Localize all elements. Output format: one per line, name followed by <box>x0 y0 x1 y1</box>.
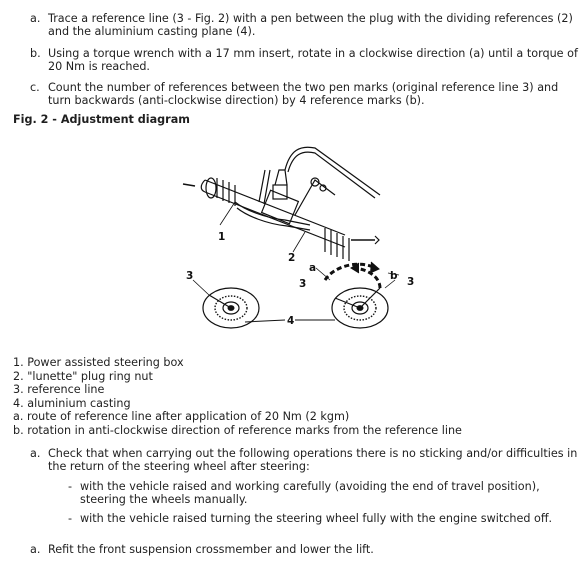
step-text: Check that when carrying out the following operations there is no sticking and/or difficulties in the return of the steering wheel after steering: <box>48 447 578 473</box>
callout-4: 4 <box>287 315 295 327</box>
check-bullet <box>68 512 568 525</box>
bullet-text: with the vehicle raised and working carefully (avoiding the end of travel position), steering the wheels manually. <box>80 480 540 506</box>
bullet-text: with the vehicle raised turning the steering wheel fully with the engine switched off. <box>80 512 553 525</box>
callout-2: 2 <box>288 252 296 264</box>
step-label: a. <box>30 12 41 25</box>
step-text: Refit the front suspension crossmember and lower the lift. <box>48 543 374 556</box>
step-a <box>30 12 580 38</box>
check-bullet <box>68 480 568 506</box>
callout-3-left: 3 <box>186 270 194 282</box>
callout-3-mid: 3 <box>299 278 307 290</box>
rotation-arrows <box>316 262 399 288</box>
step-label: c. <box>30 81 40 94</box>
callout-b: b <box>390 270 398 282</box>
step-text: Count the number of references between the two pen marks (original reference line 3) and turn backwards (anti-clockwise direction) by 4 reference marks (b). <box>48 81 559 107</box>
legend-item: a. route of reference line after application of 20 Nm (2 kgm) <box>13 410 350 424</box>
callout-a: a <box>309 262 317 274</box>
callout-1: 1 <box>218 231 226 243</box>
step-text: Trace a reference line (3 - Fig. 2) with a pen between the plug with the dividing references (2) and the aluminium casting plane (4). <box>48 12 573 38</box>
figure-legend <box>13 356 573 438</box>
final-step <box>30 543 580 556</box>
step-label: a. <box>30 543 41 556</box>
right-casting-disc <box>332 288 388 328</box>
adjustment-diagram <box>175 140 435 350</box>
step-b <box>30 47 580 73</box>
step-c <box>30 81 580 107</box>
bullet-dash: - <box>68 512 73 525</box>
steering-box-drawing <box>183 147 380 261</box>
step-label: b. <box>30 47 41 60</box>
bullet-dash: - <box>68 480 73 493</box>
legend-item: 2. "lunette" plug ring nut <box>13 369 153 383</box>
legend-item: b. rotation in anti-clockwise direction of reference marks from the reference line <box>13 423 462 437</box>
legend-item: 3. reference line <box>13 383 105 397</box>
legend-item: 1. Power assisted steering box <box>13 356 184 369</box>
figure-title: Fig. 2 - Adjustment diagram <box>13 113 190 126</box>
check-step <box>30 447 580 473</box>
step-label: a. <box>30 447 41 460</box>
legend-item: 4. aluminium casting <box>13 396 131 410</box>
step-text: Using a torque wrench with a 17 mm insert, rotate in a clockwise direction (a) until a torque of 20 Nm is reached. <box>48 47 578 73</box>
callout-3-right: 3 <box>407 276 415 288</box>
